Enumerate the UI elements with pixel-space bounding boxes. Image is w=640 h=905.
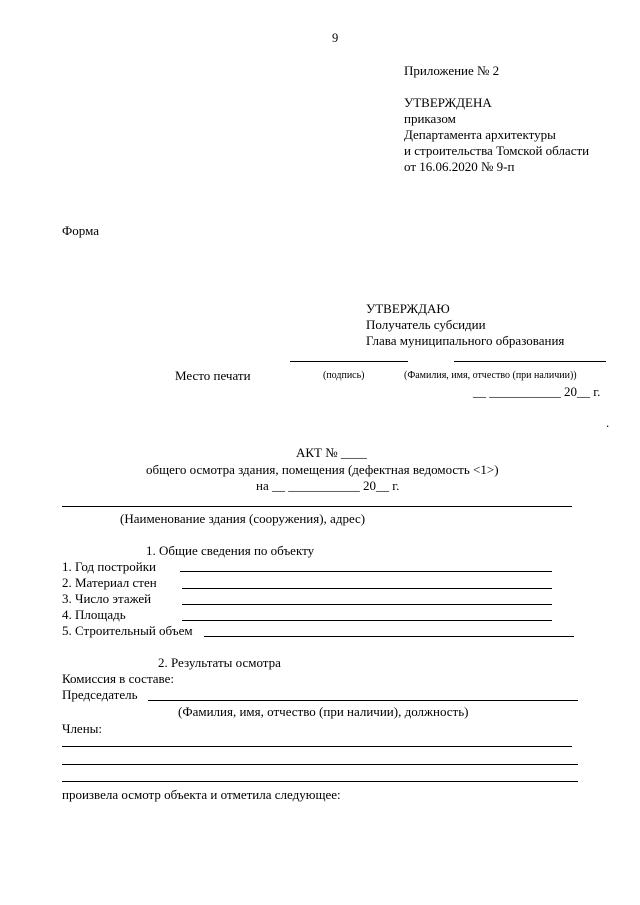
- field-walls-line: [182, 588, 552, 589]
- appendix-approved: УТВЕРЖДЕНА: [404, 95, 492, 110]
- appendix-line-3: и строительства Томской области: [404, 143, 590, 158]
- trailing-dot: .: [606, 415, 610, 430]
- field-volume-label: 5. Строительный объем: [62, 623, 193, 638]
- appendix-title: Приложение № 2: [404, 63, 500, 78]
- appendix-line-4: от 16.06.2020 № 9-п: [404, 159, 515, 174]
- stamp-place: Место печати: [175, 368, 251, 383]
- members-line-1: [62, 746, 572, 747]
- field-year-label: 1. Год постройки: [62, 559, 156, 574]
- conclusion-text: произвела осмотр объекта и отметила следующее:: [62, 787, 341, 802]
- field-volume-line: [204, 636, 574, 637]
- members-label: Члены:: [62, 721, 103, 736]
- approve-date-line: __ ___________ 20__ г.: [473, 384, 601, 399]
- act-title: АКТ № ____: [296, 445, 367, 460]
- field-walls-label: 2. Материал стен: [62, 575, 157, 590]
- members-line-2: [62, 764, 578, 765]
- building-name-line: [62, 506, 572, 507]
- appendix-line-2: Департамента архитектуры: [404, 127, 556, 142]
- commission-label: Комиссия в составе:: [62, 671, 174, 686]
- section-1-title: 1. Общие сведения по объекту: [146, 543, 315, 558]
- page-number: 9: [332, 31, 339, 45]
- building-name-caption: (Наименование здания (сооружения), адрес): [120, 511, 366, 526]
- signature-caption: (подпись): [323, 370, 365, 381]
- field-year-line: [180, 571, 552, 572]
- approve-line-1: Получатель субсидии: [366, 317, 486, 332]
- chairman-caption: (Фамилия, имя, отчество (при наличии), должность): [178, 704, 469, 719]
- section-2-title: 2. Результаты осмотра: [158, 655, 281, 670]
- members-line-3: [62, 781, 578, 782]
- field-area-line: [182, 620, 552, 621]
- chairman-line: [148, 700, 578, 701]
- act-subtitle: общего осмотра здания, помещения (дефектная ведомость <1>): [146, 462, 499, 477]
- field-floors-line: [182, 604, 552, 605]
- form-label: Форма: [62, 223, 99, 238]
- signature-line: [290, 361, 408, 362]
- approve-line-2: Глава муниципального образования: [366, 333, 565, 348]
- field-area-label: 4. Площадь: [62, 607, 126, 622]
- field-floors-label: 3. Число этажей: [62, 591, 152, 606]
- name-line: [454, 361, 606, 362]
- act-date-line: на __ ___________ 20__ г.: [256, 478, 400, 493]
- approve-title: УТВЕРЖДАЮ: [366, 301, 450, 316]
- appendix-line-1: приказом: [404, 111, 456, 126]
- chairman-label: Председатель: [62, 687, 138, 702]
- name-caption: (Фамилия, имя, отчество (при наличии)): [404, 370, 577, 381]
